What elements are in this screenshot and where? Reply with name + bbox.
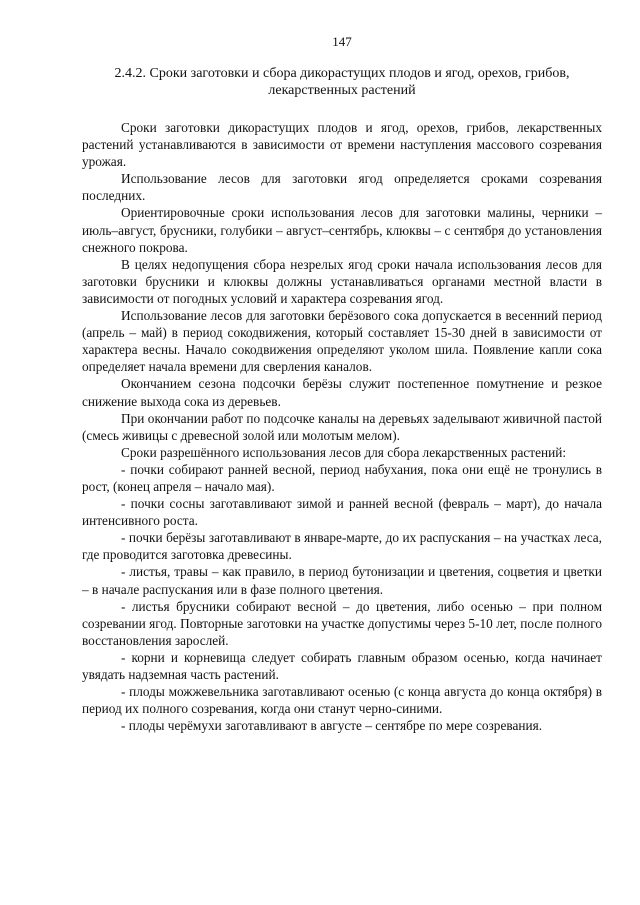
paragraph: Сроки заготовки дикорастущих плодов и ягод, орехов, грибов, лекарственных растений устанавливаются в зависимости от времени наступления массового созревания урожая. (82, 120, 602, 170)
list-item: - корни и корневища следует собирать главным образом осенью, когда начинает увядать надземная часть растений. (82, 649, 602, 682)
paragraph: Использование лесов для заготовки ягод определяется сроками созревания последних. (82, 171, 602, 204)
list-item: - листья брусники собирают весной – до цветения, либо осенью – при полном созревании ягод. Повторные заготовки на участке допустимы через 5-10 лет, после полного восстановления зарослей. (82, 598, 602, 648)
list-item: - плоды можжевельника заготавливают осенью (с конца августа до конца октября) в период их полного созревания, когда они станут черно-синими. (82, 684, 602, 717)
list-item: - плоды черёмухи заготавливают в августе – сентябре по мере созревания. (121, 718, 543, 734)
list-item: - почки берёзы заготавливают в январе-марте, до их распускания – на участках леса, где проводится заготовка древесины. (82, 530, 602, 563)
document-page (82, 34, 602, 734)
paragraph: При окончании работ по подсочке каналы на деревьях заделывают живичной пастой (смесь живицы с древесной золой или молотым мелом). (82, 410, 602, 443)
paragraph: Использование лесов для заготовки берёзового сока допускается в весенний период (апрель – май) в период сокодвижения, который составляет 15-30 дней в зависимости от характера весны. Начало сокодвижения определяют уколом шила. Появление капли сока определяет начала времени для сверления каналов. (82, 308, 602, 375)
section-title: 2.4.2. Сроки заготовки и сбора дикорастущих плодов и ягод, орехов, грибов, лекарственных растений (114, 66, 570, 98)
body-text (82, 119, 602, 734)
page-number: 147 (332, 34, 352, 49)
list-item: - листья, травы – как правило, в период бутонизации и цветения, соцветия и цветки – в начале распускания или в фазе полного цветения. (82, 564, 602, 597)
list-item: - почки сосны заготавливают зимой и ранней весной (февраль – март), до начала интенсивного роста. (82, 496, 602, 529)
paragraph: Ориентировочные сроки использования лесов для заготовки малины, черники – июль–август, брусники, голубики – август–сентябрь, клюквы – с сентября до установления снежного покрова. (82, 205, 602, 255)
paragraph: В целях недопущения сбора незрелых ягод сроки начала использования лесов для заготовки брусники и клюквы должны устанавливаться органами местной власти в зависимости от погодных условий и характера созревания ягод. (82, 256, 602, 306)
paragraph: Окончанием сезона подсочки берёзы служит постепенное помутнение и резкое снижение выхода сока из деревьев. (82, 376, 602, 409)
paragraph: Сроки разрешённого использования лесов для сбора лекарственных растений: (121, 444, 567, 460)
list-item: - почки собирают ранней весной, период набухания, пока они ещё не тронулись в рост, (конец апреля – начало мая). (82, 461, 602, 494)
